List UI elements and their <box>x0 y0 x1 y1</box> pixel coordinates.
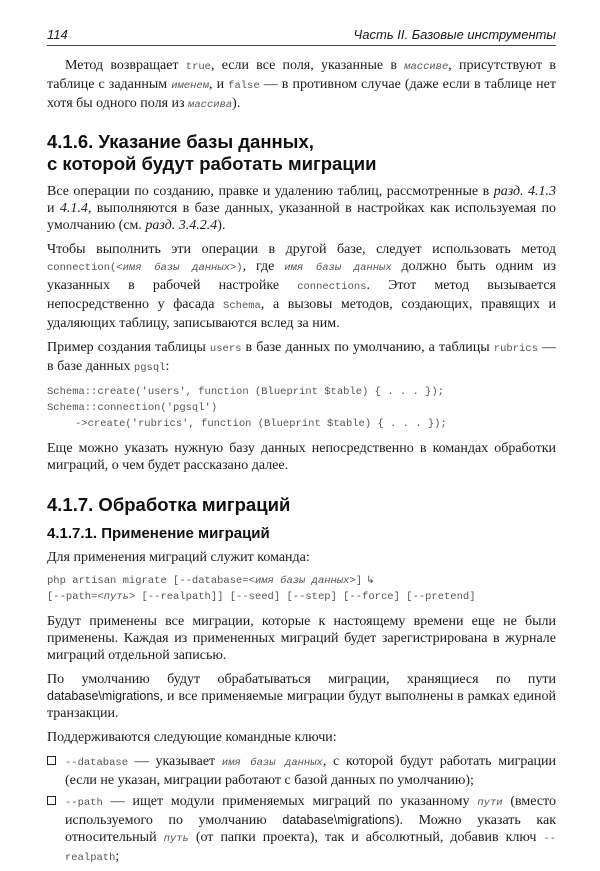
code-line: Schema::create('users', function (Blueprint $table) { . . . }); <box>47 386 444 398</box>
section-heading-4-1-6: 4.1.6. Указание базы данных, с которой будут работать миграции <box>47 131 377 174</box>
paragraph: По умолчанию будут обрабатываться миграции, хранящиеся по пути database\migrations, и все применяемые миграции будут выполнены в рамках единой транзакции. <box>47 672 556 721</box>
paragraph: Поддерживаются следующие командные ключи: <box>47 730 337 745</box>
code-line: ->create('rubrics', function (Blueprint $table) { . . . }); <box>75 418 447 430</box>
command-listing <box>47 573 556 605</box>
list-item: --path — ищет модули применяемых миграций по указанному пути (вместо используемого по умолчанию database\migrations). Можно указать как относительный путь (от папки проекта), так и абсолютный, добавив ключ --realpath; <box>47 793 556 867</box>
paragraph: Пример создания таблицы users в базе данных по умолчанию, а таблицы rubrics — в базе данных pgsql: <box>47 340 556 374</box>
checkbox-bullet-icon <box>47 796 56 805</box>
page-header <box>47 25 556 46</box>
command-line: [--path=<путь> [--realpath]] [--seed] [--step] [--force] [--pretend] <box>47 591 476 603</box>
intro-paragraph: Метод возвращает true, если все поля, указанные в массиве, присутствуют в таблице с заданным именем, и false — в противном случае (даже если в таблице нет хотя бы одного поля из массива). <box>47 58 556 111</box>
line-wrap-icon: ↳ <box>366 575 375 586</box>
list-item: --database — указывает имя базы данных, с которой будут работать миграции (если не указан, миграции работают с базой данных по умолчанию); <box>47 753 556 789</box>
code-line: Schema::connection('pgsql') <box>47 402 218 414</box>
paragraph: Для применения миграций служит команда: <box>47 550 310 565</box>
running-title: Часть II. Базовые инструменты <box>353 27 556 42</box>
command-line: php artisan migrate [--database=<имя базы данных>] ↳ <box>47 575 375 587</box>
checkbox-bullet-icon <box>47 756 56 765</box>
section-heading-4-1-7: 4.1.7. Обработка миграций <box>47 494 291 515</box>
code-listing <box>47 384 556 432</box>
paragraph: Будут применены все миграции, которые к настоящему времени еще не были применены. Каждая из примененных миграций будет зарегистрирована в журнале миграций отдельной записью. <box>47 614 556 663</box>
paragraph: Чтобы выполнить эти операции в другой базе, следует использовать метод connection(<имя базы данных>), где имя базы данных должно быть одним из указанных в рабочей настройке connections. Этот метод вызывается непосредственно у фасада Schema, а вызовы методов, создающих, правящих и удаляющих таблицу, записываются вслед за ним. <box>47 242 556 331</box>
page-body <box>47 57 556 871</box>
paragraph: Все операции по созданию, правке и удалению таблиц, рассмотренные в разд. 4.1.3 и 4.1.4, выполняются в базе данных, указанной в настройках как используемая по умолчанию (см. разд. 3.4.2.4). <box>47 184 557 233</box>
subsection-heading-4-1-7-1: 4.1.7.1. Применение миграций <box>47 525 270 542</box>
paragraph: Еще можно указать нужную базу данных непосредственно в командах обработки миграций, о чем будет рассказано далее. <box>47 441 556 473</box>
option-list <box>47 753 556 867</box>
page-number: 114 <box>47 27 68 42</box>
